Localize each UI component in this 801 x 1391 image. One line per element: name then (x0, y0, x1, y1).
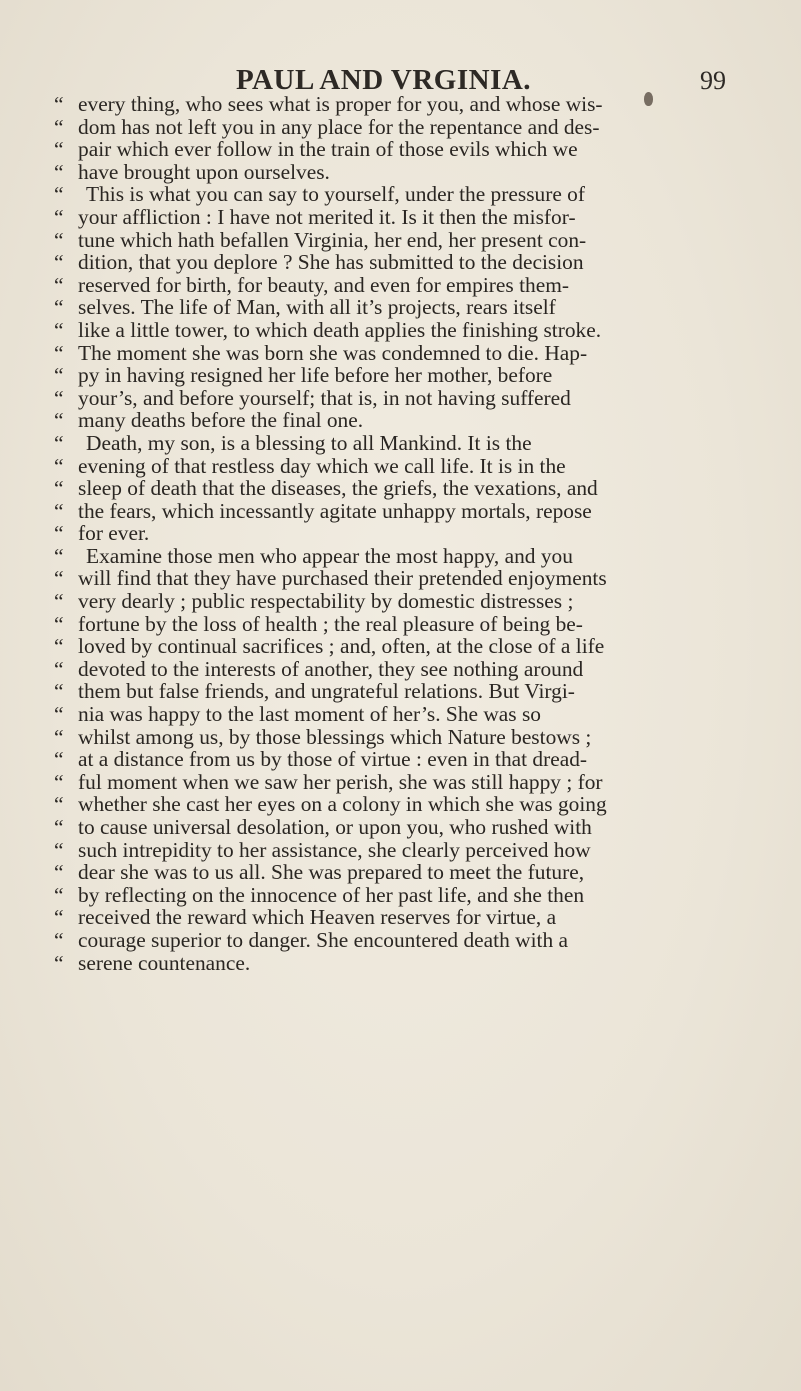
quote-mark: “ (54, 476, 64, 501)
quote-mark: “ (54, 927, 64, 952)
line-text: Examine those men who appear the most happy, and you (86, 543, 573, 568)
line-text: reserved for birth, for beauty, and even for empires them- (78, 272, 569, 297)
quote-mark: “ (54, 656, 64, 681)
text-line (54, 567, 794, 590)
quote-mark: “ (54, 250, 64, 275)
line-text: tune which hath befallen Virginia, her end, her present con- (78, 227, 587, 252)
quote-mark: “ (54, 815, 64, 839)
quote-mark: “ (54, 792, 64, 817)
text-line (54, 793, 794, 816)
text-line (54, 251, 794, 274)
quote-mark: “ (54, 92, 64, 116)
text-line (54, 952, 794, 975)
body-text (54, 93, 794, 974)
text-line (54, 93, 794, 116)
quote-mark: “ (54, 769, 64, 794)
text-line (54, 748, 794, 771)
line-text: nia was happy to the last moment of her’s. She was so (78, 702, 541, 727)
line-text: sleep of death that the diseases, the griefs, the vexations, and (78, 476, 598, 501)
line-text: like a little tower, to which death applies the finishing stroke. (78, 317, 602, 342)
page-number: 99 (700, 66, 726, 95)
quote-mark: “ (54, 724, 64, 749)
text-line (54, 839, 794, 862)
quote-mark: “ (54, 702, 64, 727)
quote-mark: “ (54, 272, 64, 297)
line-text: received the reward which Heaven reserves for virtue, a (78, 905, 557, 930)
quote-mark: “ (54, 227, 64, 252)
line-text: loved by continual sacrifices ; and, often, at the close of a life (78, 634, 605, 659)
text-line (54, 703, 794, 726)
text-line (54, 522, 794, 545)
quote-mark: “ (54, 521, 64, 546)
line-text: fortune by the loss of health ; the real pleasure of being be- (78, 611, 583, 636)
text-line (54, 726, 794, 749)
text-line (54, 319, 794, 342)
quote-mark: “ (54, 317, 64, 342)
line-text: have brought upon ourselves. (78, 159, 330, 184)
text-line (54, 161, 794, 184)
line-text: by reflecting on the innocence of her past life, and she then (78, 882, 585, 907)
text-line (54, 477, 794, 500)
line-text: dom has not left you in any place for the repentance and des- (78, 114, 600, 139)
line-text: such intrepidity to her assistance, she clearly perceived how (78, 837, 591, 862)
line-text: your affliction : I have not merited it. Is it then the misfor- (78, 204, 576, 229)
quote-mark: “ (54, 408, 64, 433)
quote-mark: “ (54, 453, 64, 478)
line-text: whilst among us, by those blessings which Nature bestows ; (78, 724, 592, 749)
quote-mark: “ (54, 837, 64, 862)
quote-mark: “ (54, 182, 64, 207)
text-line (54, 274, 794, 297)
text-line (54, 545, 794, 568)
quote-mark: “ (54, 634, 64, 659)
line-text: The moment she was born she was condemned to die. Hap- (78, 340, 588, 365)
text-line (54, 635, 794, 658)
quote-mark: “ (54, 137, 64, 162)
text-line (54, 206, 794, 229)
text-line (54, 432, 794, 455)
text-line (54, 816, 794, 839)
text-line (54, 884, 794, 907)
line-text: dear she was to us all. She was prepared to meet the future, (78, 860, 585, 885)
text-line (54, 929, 794, 952)
text-line (54, 590, 794, 613)
line-text: will find that they have purchased their pretended enjoyments (78, 566, 607, 591)
line-text: ful moment when we saw her perish, she was still happy ; for (78, 769, 603, 794)
line-text: serene countenance. (78, 950, 251, 975)
quote-mark: “ (54, 430, 64, 455)
line-text: evening of that restless day which we call life. It is in the (78, 453, 566, 478)
text-line (54, 138, 794, 161)
text-line (54, 455, 794, 478)
quote-mark: “ (54, 543, 64, 568)
line-text: py in having resigned her life before her mother, before (78, 363, 553, 388)
quote-mark: “ (54, 905, 64, 930)
line-text: every thing, who sees what is proper for you, and whose wis- (78, 92, 603, 116)
line-text: whether she cast her eyes on a colony in which she was going (78, 792, 607, 817)
quote-mark: “ (54, 498, 64, 523)
quote-mark: “ (54, 340, 64, 365)
quote-mark: “ (54, 204, 64, 229)
text-line (54, 296, 794, 319)
text-line (54, 861, 794, 884)
quote-mark: “ (54, 747, 64, 772)
quote-mark: “ (54, 159, 64, 184)
quote-mark: “ (54, 363, 64, 388)
quote-mark: “ (54, 679, 64, 704)
quote-mark: “ (54, 385, 64, 410)
text-line (54, 364, 794, 387)
line-text: them but false friends, and ungrateful relations. But Virgi- (78, 679, 575, 704)
text-line (54, 183, 794, 206)
line-text: devoted to the interests of another, they see nothing around (78, 656, 584, 681)
text-line (54, 229, 794, 252)
text-line (54, 387, 794, 410)
text-line (54, 680, 794, 703)
text-line (54, 409, 794, 432)
quote-mark: “ (54, 589, 64, 614)
line-text: your’s, and before yourself; that is, in not having suffered (78, 385, 571, 410)
line-text: dition, that you deplore ? She has submitted to the decision (78, 250, 584, 275)
text-line (54, 613, 794, 636)
line-text: courage superior to danger. She encountered death with a (78, 927, 569, 952)
text-line (54, 342, 794, 365)
line-text: This is what you can say to yourself, under the pressure of (86, 182, 585, 207)
line-text: to cause universal desolation, or upon you, who rushed with (78, 815, 592, 839)
text-line (54, 116, 794, 139)
line-text: for ever. (78, 521, 150, 546)
quote-mark: “ (54, 860, 64, 885)
text-line (54, 658, 794, 681)
line-text: many deaths before the final one. (78, 408, 364, 433)
line-text: Death, my son, is a blessing to all Mankind. It is the (86, 430, 532, 455)
line-text: at a distance from us by those of virtue : even in that dread- (78, 747, 588, 772)
quote-mark: “ (54, 114, 64, 139)
quote-mark: “ (54, 950, 64, 975)
quote-mark: “ (54, 566, 64, 591)
line-text: selves. The life of Man, with all it’s projects, rears itself (78, 295, 556, 320)
line-text: pair which ever follow in the train of those evils which we (78, 137, 578, 162)
text-line (54, 771, 794, 794)
running-head: PAUL AND VRGINIA. (236, 64, 532, 96)
text-line (54, 500, 794, 523)
text-line (54, 906, 794, 929)
line-text: the fears, which incessantly agitate unhappy mortals, repose (78, 498, 592, 523)
quote-mark: “ (54, 611, 64, 636)
quote-mark: “ (54, 295, 64, 320)
quote-mark: “ (54, 882, 64, 907)
line-text: very dearly ; public respectability by domestic distresses ; (78, 589, 574, 614)
